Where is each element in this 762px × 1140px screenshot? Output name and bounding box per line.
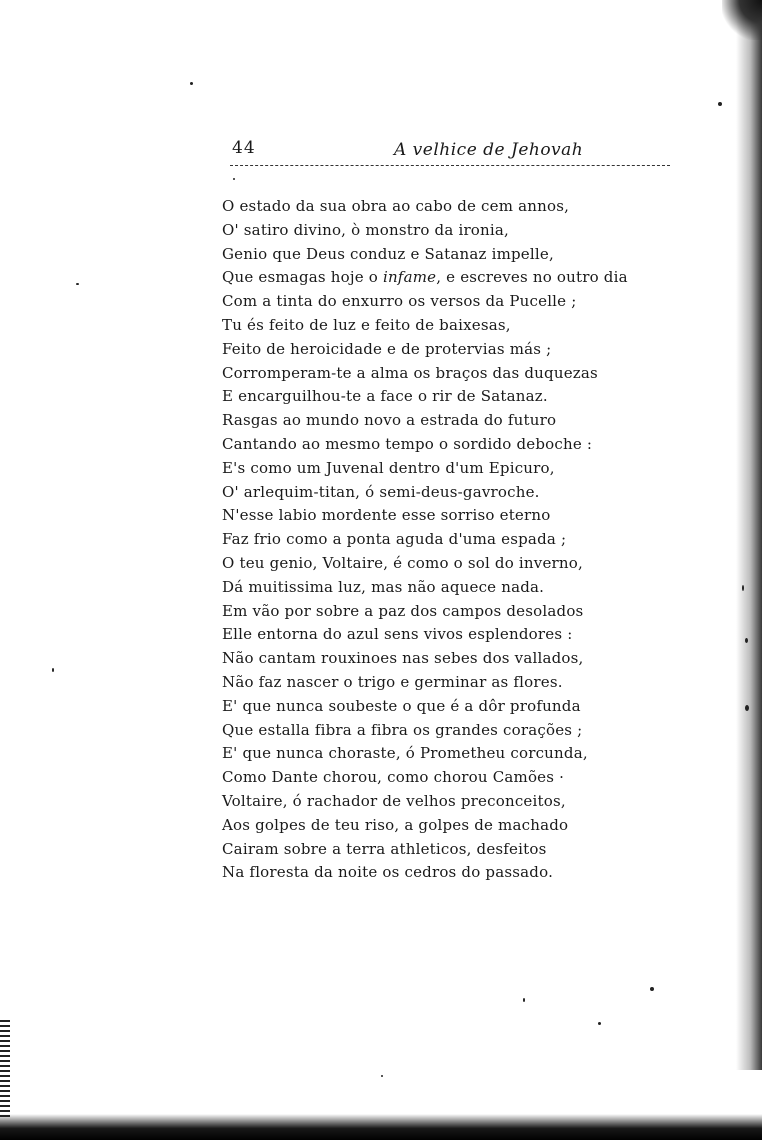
poem-line: E's como um Juvenal dentro d'um Epicuro, [222, 458, 555, 477]
poem-line: Rasgas ao mundo novo a estrada do futuro [222, 411, 557, 430]
poem-line: O estado da sua obra ao cabo de cem annos, [222, 197, 570, 215]
poem-line: Cairam sobre a terra athleticos, desfeitos [222, 839, 547, 858]
poem-line: Em vão por sobre a paz dos campos desolados [222, 601, 584, 620]
running-head [232, 138, 672, 164]
poem-line: Não faz nascer o trigo e germinar as flores. [222, 672, 563, 691]
poem-line: Elle entorna do azul sens vivos esplendores : [222, 625, 573, 644]
poem-line: E' que nunca soubeste o que é a dôr profunda [222, 696, 581, 715]
scan-speck [742, 585, 744, 591]
poem-line: Na floresta da noite os cedros do passado. [222, 863, 554, 882]
page-number: 44 [232, 138, 256, 158]
scan-speck [745, 638, 748, 643]
poem-line: Aos golpes de teu riso, a golpes de machado [222, 815, 569, 834]
scan-speck [598, 1022, 601, 1025]
poem-line: Genio que Deus conduz e Satanaz impelle, [222, 244, 554, 263]
poem-line: E' que nunca choraste, ó Prometheu corcunda, [222, 744, 588, 763]
header-rule [230, 165, 670, 166]
poem-line: N'esse labio mordente esse sorriso eterno [222, 506, 551, 525]
scan-speck [650, 987, 654, 991]
emphasized-word: infame [382, 268, 437, 287]
scan-shadow-corner [722, 0, 762, 40]
scan-speck [52, 668, 54, 672]
poem [222, 195, 682, 885]
poem-line: Cantando ao mesmo tempo o sordido deboche : [222, 434, 593, 453]
poem-line: Voltaire, ó rachador de velhos preconceitos, [222, 791, 566, 810]
scan-shadow-bottom [0, 1114, 762, 1140]
poem-line: O' satiro divino, ò monstro da ironia, [222, 220, 510, 239]
scan-speck [233, 178, 235, 180]
poem-line: Feito de heroicidade e de protervias más ; [222, 339, 552, 358]
poem-line: Não cantam rouxinoes nas sebes dos vallados, [222, 649, 584, 668]
scan-shadow-right [736, 0, 762, 1070]
poem-line: Que estalla fibra a fibra os grandes corações ; [222, 720, 583, 739]
poem-line: Como Dante chorou, como chorou Camões · [222, 768, 565, 787]
poem-line: E encarguilhou-te a face o rir de Satanaz. [222, 387, 548, 406]
scan-speck [76, 283, 79, 285]
scan-artifact-left [0, 1020, 10, 1120]
scan-speck [745, 705, 749, 711]
scan-speck [718, 102, 722, 106]
running-title: A velhice de Jehovah [394, 140, 584, 160]
poem-line: Dá muitissima luz, mas não aquece nada. [222, 577, 545, 596]
poem-line: Tu és feito de luz e feito de baixesas, [222, 315, 511, 334]
scan-speck [381, 1075, 383, 1077]
scan-speck [523, 998, 525, 1002]
poem-line: Corromperam-te a alma os braços das duquezas [222, 363, 598, 382]
poem-line: O teu genio, Voltaire, é como o sol do inverno, [222, 553, 583, 572]
poem-line: Faz frio como a ponta aguda d'uma espada ; [222, 530, 567, 549]
scan-speck [190, 82, 193, 85]
poem-line: O' arlequim-titan, ó semi-deus-gavroche. [222, 482, 540, 501]
poem-line: Com a tinta do enxurro os versos da Pucelle ; [222, 292, 577, 311]
poem-line: Que esmagas hoje o infame, e escreves no outro dia [222, 268, 628, 287]
